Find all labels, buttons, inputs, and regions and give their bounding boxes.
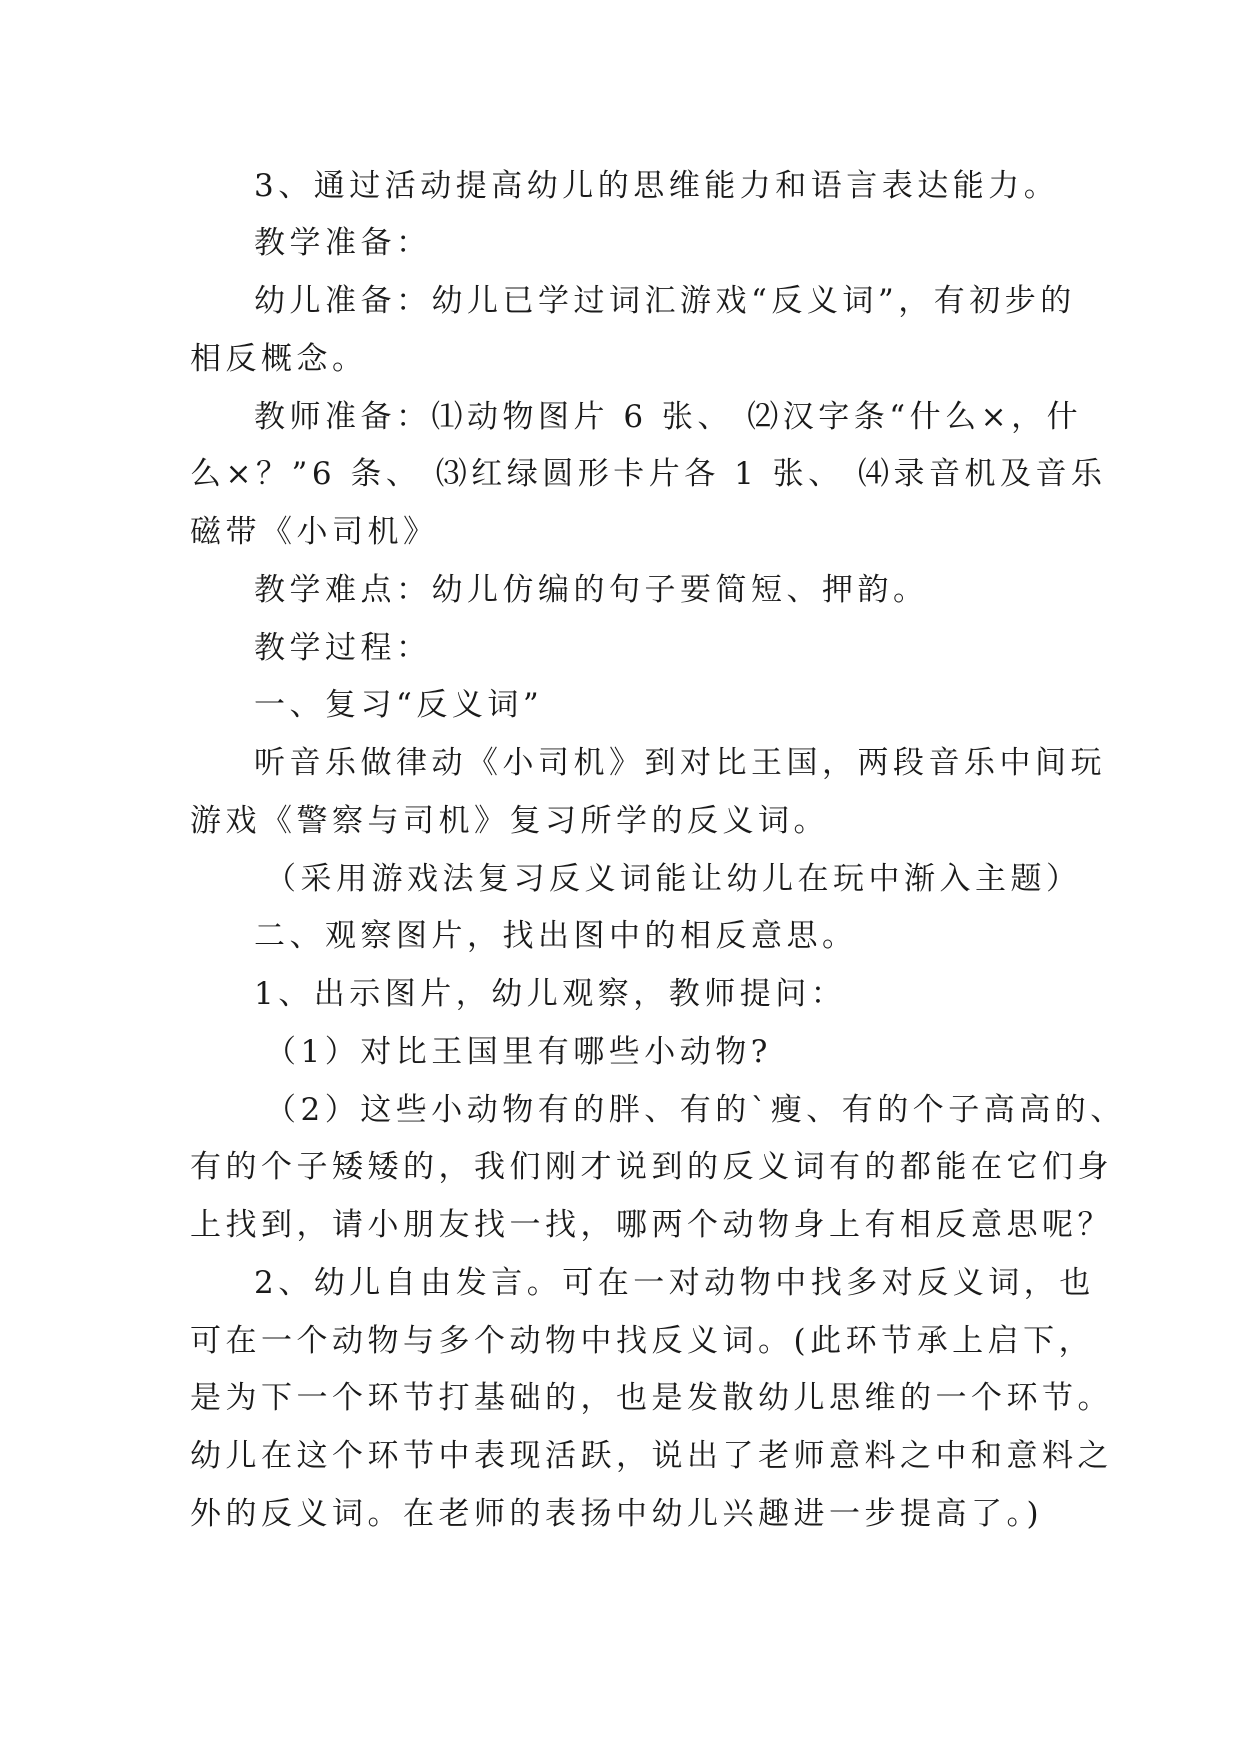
paragraph-line: 游戏《警察与司机》复习所学的反义词。: [190, 803, 829, 839]
paragraph-line: （1）对比王国里有哪些小动物?: [265, 1034, 772, 1070]
paragraph-line: 幼儿在这个环节中表现活跃，说出了老师意料之中和意料之: [190, 1438, 1113, 1474]
paragraph-line: 可在一个动物与多个动物中找反义词。(此环节承上启下，: [190, 1323, 1095, 1359]
paragraph-line: 有的个子矮矮的，我们刚才说到的反义词有的都能在它们身: [190, 1149, 1113, 1185]
paragraph-line: 听音乐做律动《小司机》到对比王国，两段音乐中间玩: [254, 745, 1106, 781]
paragraph-line: （2）这些小动物有的胖、有的`瘦、有的个子高高的、: [265, 1092, 1126, 1128]
paragraph-line: 教学难点：幼儿仿编的句子要简短、押韵。: [254, 572, 929, 608]
paragraph-line: 教师准备：⑴动物图片 6 张、 ⑵汉字条“什么×，什: [254, 399, 1083, 435]
paragraph-line: 磁带《小司机》: [190, 514, 439, 550]
paragraph-line: 是为下一个环节打基础的，也是发散幼儿思维的一个环节。: [190, 1380, 1113, 1416]
section-heading: 教学过程：: [254, 630, 432, 666]
paragraph-line: 相反概念。: [190, 341, 368, 377]
section-heading: 一、复习“反义词”: [254, 687, 544, 723]
paragraph-line: （采用游戏法复习反义词能让幼儿在玩中渐入主题）: [265, 861, 1082, 897]
paragraph-line: 幼儿准备：幼儿已学过词汇游戏“反义词”，有初步的: [254, 283, 1076, 319]
paragraph-line: 么×？”6 条、 ⑶红绿圆形卡片各 1 张、 ⑷录音机及音乐: [190, 456, 1107, 492]
paragraph-line: 1、出示图片，幼儿观察，教师提问：: [254, 976, 847, 1012]
paragraph-line: 2、幼儿自由发言。可在一对动物中找多对反义词，也: [254, 1265, 1095, 1301]
paragraph-line: 外的反义词。在老师的表扬中幼儿兴趣进一步提高了。): [190, 1496, 1044, 1532]
section-heading: 教学准备：: [254, 225, 432, 261]
section-heading: 二、观察图片，找出图中的相反意思。: [254, 918, 858, 954]
paragraph-line: 3、通过活动提高幼儿的思维能力和语言表达能力。: [254, 168, 1060, 204]
paragraph-line: 上找到，请小朋友找一找，哪两个动物身上有相反意思呢？: [190, 1207, 1113, 1243]
